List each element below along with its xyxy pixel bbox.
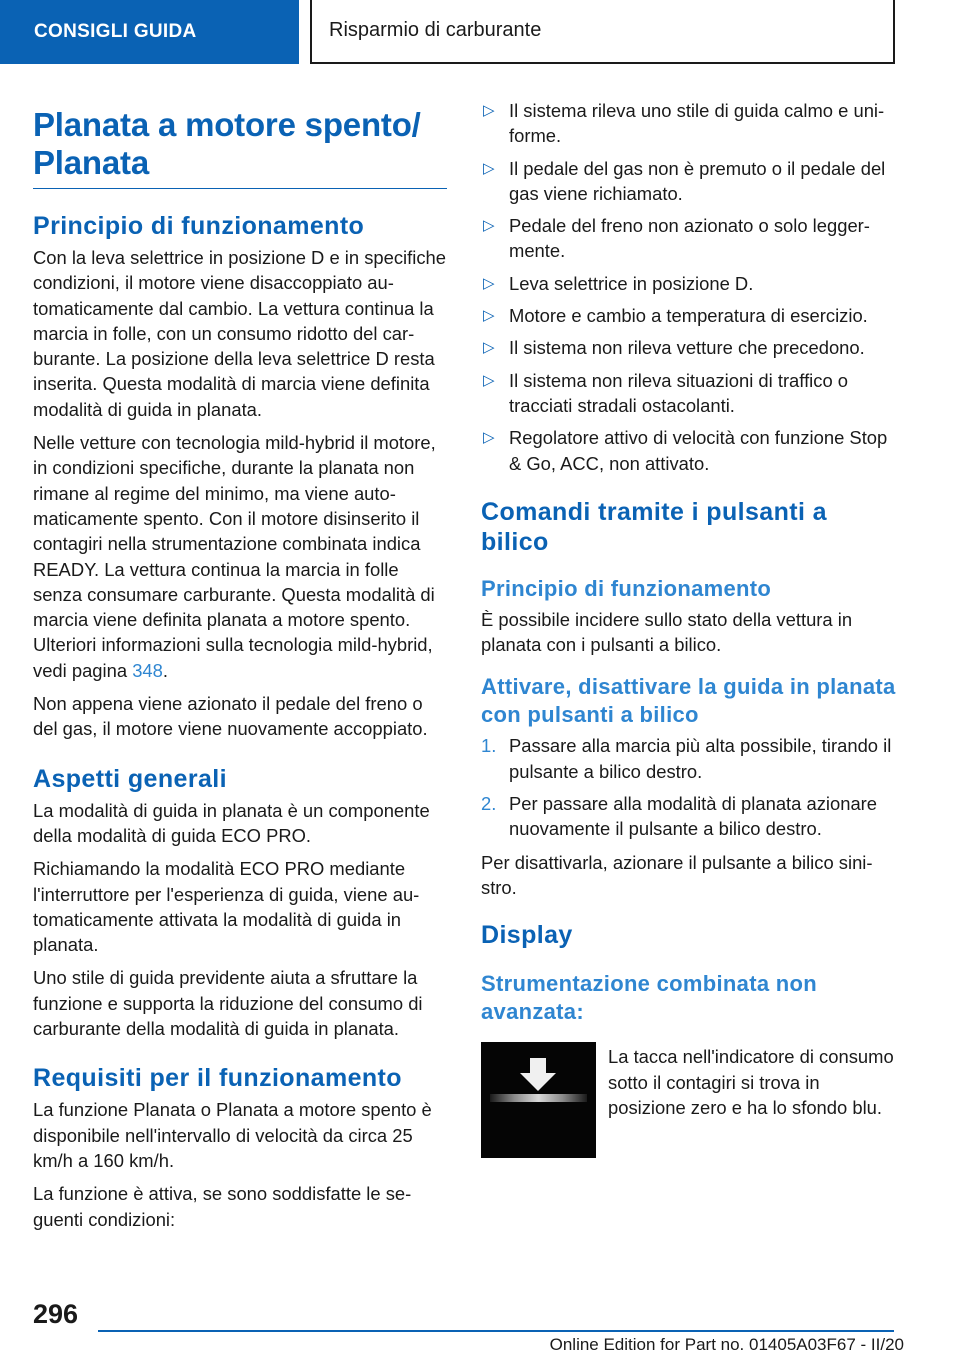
page-title-line2: Planata — [33, 144, 149, 181]
page-number: 296 — [33, 1299, 79, 1329]
paragraph-text: Nelle vetture con tecnologia mild-hybrid il motore, in condizioni specifiche, durante la planata non rimane al regime del minimo, ma viene automaticamente spento. Con il motore disinserito il contagiri nella strumentazione combinata indica READY. La vettura continua la marcia in folle senza consumare carburante. Questa modalità di marcia viene definita planata a motore spento. Ulteriori informazioni sulla tecnologia mild-hybrid, vedi pagina — [33, 432, 436, 681]
triangle-bullet-icon: ▷ — [483, 102, 495, 119]
list-item: ▷ Leva selettrice in posizione D. — [481, 271, 901, 296]
section-tab: CONSIGLI GUIDA — [0, 0, 299, 64]
triangle-bullet-icon: ▷ — [483, 307, 495, 325]
left-column — [33, 98, 447, 1240]
heading-attivare: Attivare, disattivare la guida in planata con pulsanti a bilico — [481, 674, 896, 728]
paragraph: Per disattivarla, azionare il pulsante a bilico sinistro. — [481, 851, 873, 898]
heading-requisiti: Requisiti per il funzionamento — [33, 1064, 402, 1093]
step-item: 1. Passare alla marcia più alta possibile, tirando il pulsante a bilico destro. — [481, 735, 892, 782]
list-item: ▷ Pedale del freno non azionato o solo leggermente. — [483, 215, 870, 262]
display-description: La tacca nell'indicatore di consumo sotto il contagiri si trova in posizione zero e ha lo sfondo blu. — [608, 1046, 894, 1118]
right-column — [481, 98, 901, 1158]
steps-list — [481, 733, 901, 841]
triangle-bullet-icon: ▷ — [483, 371, 495, 389]
list-item: ▷ Il sistema rileva uno stile di guida calmo e uniforme. — [483, 100, 885, 147]
triangle-bullet-icon: ▷ — [483, 159, 495, 177]
heading-strumentazione: Strumentazione combinata non avanzata: — [481, 971, 817, 1025]
page-link[interactable]: 348 — [132, 659, 163, 681]
paragraph: È possibile incidere sullo stato della vettura in planata con i pulsanti a bilico. — [481, 608, 853, 656]
list-item: ▷ Il sistema non rileva situazioni di traffico o tracciati stradali ostacolanti. — [483, 369, 849, 416]
triangle-bullet-icon: ▷ — [483, 274, 495, 292]
paragraph: La modalità di guida in planata è un componente della modalità di guida ECO PRO. — [33, 799, 430, 846]
page-title-line1: Planata a motore spento/ — [33, 106, 421, 143]
chapter-title: Risparmio di carburante — [310, 0, 895, 64]
list-item: ▷ Il sistema non rileva vetture che precedono. — [481, 335, 901, 360]
heading-display: Display — [481, 921, 573, 950]
heading-aspetti: Aspetti generali — [33, 764, 227, 793]
paragraph-end: . — [162, 659, 168, 681]
heading-principio: Principio di funzionamento — [33, 212, 365, 240]
display-illustration-block — [481, 1042, 901, 1158]
indicator-bar — [490, 1094, 587, 1102]
triangle-bullet-icon: ▷ — [483, 339, 495, 357]
list-item: ▷ Il pedale del gas non è premuto o il pedale del gas viene richiamato. — [483, 157, 886, 204]
step-number: 2. — [481, 793, 497, 815]
paragraph-mild-hybrid — [33, 430, 447, 683]
paragraph: La funzione è attiva, se sono soddisfatte le seguenti condizioni: — [33, 1183, 412, 1230]
step-item: 2. Per passare alla modalità di planata azionare nuovamente il pulsante a bilico destro. — [481, 793, 878, 840]
edition-footer: Online Edition for Part no. 01405A03F67 - II/20 — [549, 1335, 904, 1354]
consumption-indicator-image — [481, 1042, 596, 1158]
conditions-list — [481, 98, 901, 476]
page-title — [33, 106, 447, 189]
heading-principio-comandi: Principio di funzionamento — [481, 575, 772, 601]
list-item: ▷ Motore e cambio a temperatura di esercizio. — [481, 303, 901, 328]
footer-divider — [98, 1330, 894, 1332]
paragraph: Non appena viene azionato il pedale del freno o del gas, il motore viene nuovamente accoppiato. — [33, 693, 428, 740]
list-item: ▷ Regolatore attivo di velocità con funzione Stop & Go, ACC, non attivato. — [483, 427, 888, 474]
triangle-bullet-icon: ▷ — [483, 217, 495, 235]
paragraph: Uno stile di guida previdente aiuta a sfruttare la funzione e supporta la riduzione del consumo di carburante della modalità di guida in planata. — [33, 967, 423, 1040]
step-number: 1. — [481, 735, 497, 757]
down-arrow-icon — [517, 1058, 559, 1092]
paragraph: La funzione Planata o Planata a motore spento è disponibile nell'intervallo di velocità da circa 25 km/h a 160 km/h. — [33, 1099, 432, 1171]
heading-comandi: Comandi tramite i pulsanti a bilico — [481, 497, 827, 556]
paragraph: Con la leva selettrice in posizione D e in specifiche condizioni, il motore viene disaccoppiato automaticamente dal cambio. La vettura continua la marcia in folle, con un consumo ridotto del carburante. La posizione della leva selettrice D resta inserita. Questa modalità di marcia viene definita modalità di guida in planata. — [33, 247, 446, 420]
triangle-bullet-icon: ▷ — [483, 429, 495, 447]
paragraph: Richiamando la modalità ECO PRO mediante l'interruttore per l'esperienza di guida, viene automaticamente attivata la modalità di guida in planata. — [33, 858, 420, 956]
